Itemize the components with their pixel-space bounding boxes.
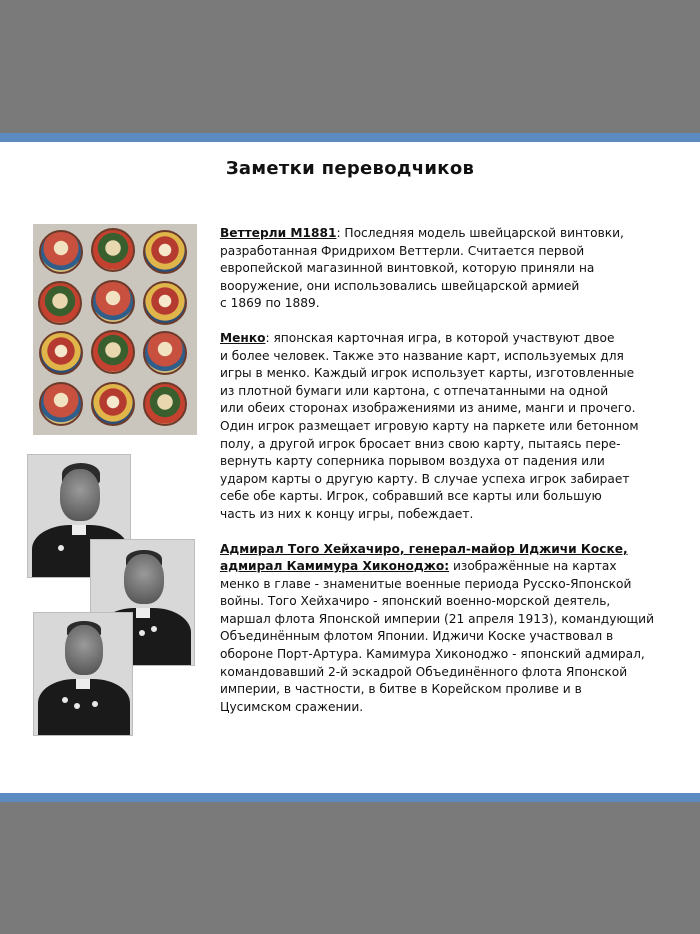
note-vetterli: Веттерли М1881: Последняя модель швейцарской винтовки, разработанная Фридрихом Веттерли. Считается первой европейской магазинной винтовкой, которую приняли на вооружение, они использовались швейцарской армией с 1869 по 1889. — [220, 226, 624, 311]
translator-notes — [220, 225, 682, 733]
page-title: Заметки переводчиков — [225, 158, 475, 179]
bottom-blue-stripe — [0, 793, 700, 802]
top-blue-stripe — [0, 133, 700, 142]
menko-cards-photo — [33, 224, 197, 435]
note-term: Веттерли М1881 — [220, 226, 337, 240]
note-term: адмирал Камимура Хиконоджо: — [220, 559, 450, 574]
bottom-gray-band — [0, 802, 700, 934]
note-term: Менко — [220, 330, 266, 345]
portrait-kamimura-hikonojo — [34, 613, 132, 735]
note-term: Адмирал Того Хейхачиро, генерал-майор Иджичи Коске, — [220, 541, 628, 556]
top-gray-band — [0, 0, 700, 133]
note-menko: Менко: японская карточная игра, в которой участвуют двое и более человек. Также это название карт, используемых для игры в менко. Каждый игрок использует карты, изготовленные из плотной бумаги или картона, с отпечатанными на одной или обеих сторонах изображениями из аниме, манги и прочего. Один игрок размещает игровую карту на паркете или бетонном полу, а другой игрок бросает вниз свою карту, пытаясь пере- вернуть карту соперника порывом воздуха от падения или ударом карты о другую карту. В случае успеха игрок забирает себе обе карты. Игрок, собравший все карты или большую часть из них к концу игры, побеждает. — [220, 330, 639, 521]
note-admirals: Адмирал Того Хейхачиро, генерал-майор Иджичи Коске, адмирал Камимура Хиконоджо: изображённые на картах менко в главе - знаменитые военные периода Русско-Японской войны. Того Хейхачиро - японский военно-морской деятель, маршал флота Японской империи (21 апреля 1913), командующий Объединённым флотом Японии. Иджичи Коске участвовал в обороне Порт-Артура. Камимура Хиконоджо - японский адмирал, командовавший 2-й эскадрой Объединённого флота Японской империи, в частности, в битве в Корейском проливе и в Цусимском сражении. — [220, 541, 654, 714]
